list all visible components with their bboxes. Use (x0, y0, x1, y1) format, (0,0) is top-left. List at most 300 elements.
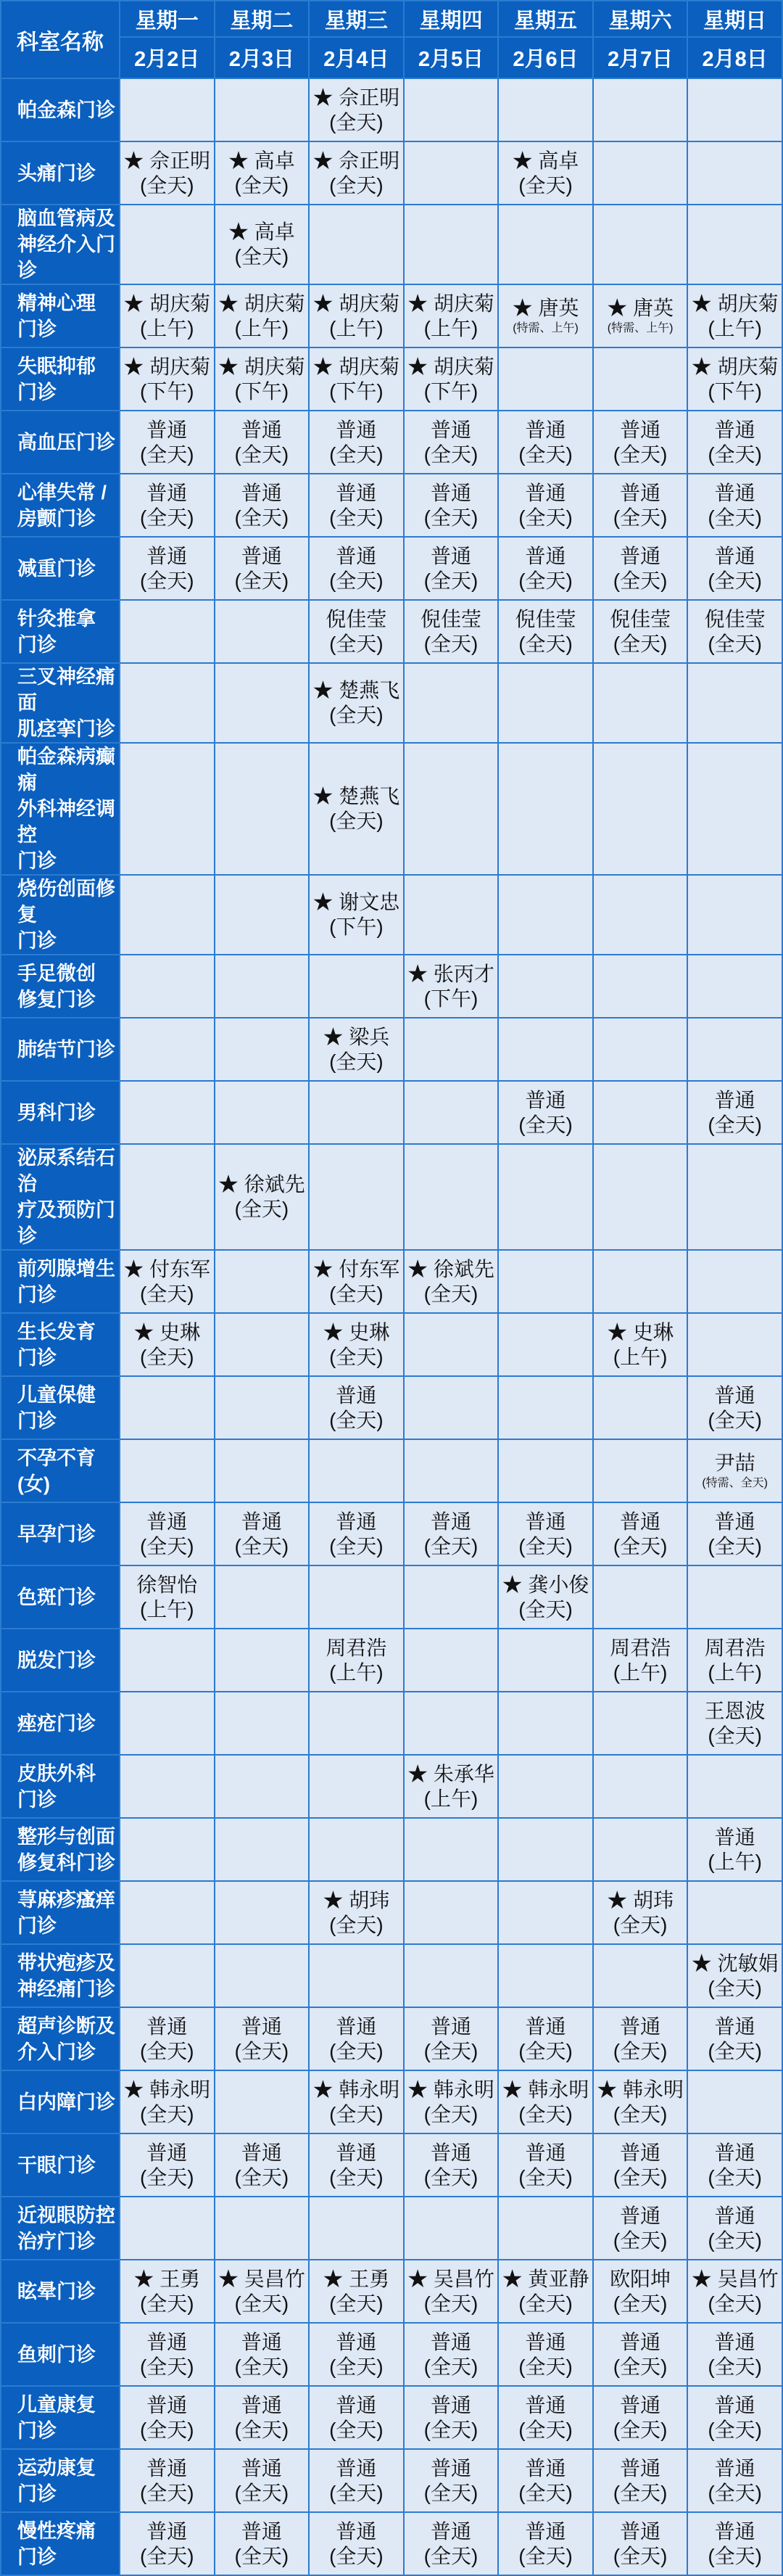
schedule-row (1, 1018, 782, 1081)
schedule-cell (404, 1018, 499, 1081)
schedule-cell (215, 1250, 310, 1313)
schedule-cell: ★ 付东军 (全天) (309, 1250, 404, 1313)
weekday-header: 星期一 (120, 1, 215, 37)
schedule-cell: ★ 沈敏娟 (全天) (687, 1944, 782, 2007)
schedule-cell (593, 663, 688, 743)
department-name: 帕金森门诊 (1, 78, 120, 141)
schedule-row (1, 875, 782, 955)
schedule-cell: 普通 (全天) (687, 537, 782, 600)
schedule-row (1, 2512, 782, 2575)
department-name: 失眠抑郁 门诊 (1, 347, 120, 411)
schedule-cell: ★ 史琳 (全天) (309, 1313, 404, 1376)
schedule-cell: 普通 (全天) (687, 474, 782, 537)
schedule-cell: 徐智怡 (上午) (120, 1565, 215, 1629)
schedule-body (1, 78, 782, 2575)
schedule-cell: 普通 (全天) (404, 2512, 499, 2575)
schedule-cell (404, 1818, 499, 1881)
schedule-cell: 普通 (全天) (593, 537, 688, 600)
schedule-cell (215, 1313, 310, 1376)
schedule-cell: 普通 (全天) (593, 474, 688, 537)
session-note: (特需、上午) (513, 321, 579, 334)
doctor-name: 尹喆 (714, 1451, 755, 1474)
department-name: 色斑门诊 (1, 1565, 120, 1629)
department-name: 早孕门诊 (1, 1502, 120, 1565)
schedule-cell (404, 2197, 499, 2260)
schedule-cell: 王恩波 (全天) (687, 1692, 782, 1755)
schedule-cell (498, 1755, 593, 1818)
schedule-cell: 普通 (全天) (215, 537, 310, 600)
schedule-cell: 周君浩 (上午) (309, 1629, 404, 1692)
schedule-cell: 普通 (全天) (120, 537, 215, 600)
schedule-cell (593, 743, 688, 875)
schedule-cell (215, 1944, 310, 2007)
schedule-cell (309, 1565, 404, 1629)
department-name: 超声诊断及 介入门诊 (1, 2007, 120, 2070)
department-name: 肺结节门诊 (1, 1018, 120, 1081)
weekday-header: 星期二 (215, 1, 310, 37)
schedule-cell (120, 1818, 215, 1881)
schedule-cell: 普通 (全天) (120, 2007, 215, 2070)
schedule-cell (593, 1439, 688, 1502)
schedule-cell: ★ 史琳 (上午) (593, 1313, 688, 1376)
schedule-cell: 普通 (全天) (215, 1502, 310, 1565)
schedule-cell: ★ 王勇 (全天) (120, 2260, 215, 2323)
schedule-cell (120, 1081, 215, 1144)
schedule-cell: 普通 (全天) (215, 2007, 310, 2070)
schedule-cell (215, 663, 310, 743)
schedule-cell (215, 78, 310, 141)
schedule-cell (215, 875, 310, 955)
department-name: 头痛门诊 (1, 141, 120, 205)
schedule-cell: 周君浩 (上午) (687, 1629, 782, 1692)
schedule-cell (593, 1818, 688, 1881)
schedule-cell (309, 955, 404, 1018)
schedule-cell (309, 1692, 404, 1755)
schedule-row (1, 2070, 782, 2133)
schedule-cell (120, 2197, 215, 2260)
schedule-cell: 倪佳莹 (全天) (593, 600, 688, 663)
schedule-cell (498, 78, 593, 141)
schedule-cell (593, 875, 688, 955)
schedule-cell (687, 2070, 782, 2133)
schedule-cell: 普通 (全天) (593, 411, 688, 474)
schedule-cell (215, 1565, 310, 1629)
department-name: 儿童康复 门诊 (1, 2386, 120, 2449)
department-name: 精神心理 门诊 (1, 284, 120, 347)
schedule-cell: 普通 (全天) (498, 2007, 593, 2070)
department-name: 减重门诊 (1, 537, 120, 600)
schedule-cell: 普通 (全天) (215, 474, 310, 537)
schedule-cell (687, 205, 782, 284)
schedule-row (1, 284, 782, 347)
schedule-cell (120, 1144, 215, 1250)
schedule-cell: 倪佳莹 (全天) (498, 600, 593, 663)
schedule-cell: ★ 胡庆菊 (上午) (309, 284, 404, 347)
schedule-cell (215, 2070, 310, 2133)
schedule-cell (687, 1881, 782, 1944)
schedule-cell (215, 1692, 310, 1755)
department-name-header: 科室名称 (1, 1, 120, 78)
schedule-cell: 普通 (全天) (309, 474, 404, 537)
schedule-cell: 普通 (全天) (498, 2386, 593, 2449)
department-name: 三叉神经痛面 肌痉挛门诊 (1, 663, 120, 743)
schedule-row (1, 1881, 782, 1944)
schedule-cell: 倪佳莹 (全天) (309, 600, 404, 663)
department-name: 干眼门诊 (1, 2133, 120, 2197)
schedule-cell: 普通 (全天) (593, 2007, 688, 2070)
schedule-cell (309, 1755, 404, 1818)
schedule-cell: 普通 (全天) (309, 2133, 404, 2197)
schedule-cell (687, 1565, 782, 1629)
schedule-cell (593, 284, 688, 347)
schedule-cell (687, 1755, 782, 1818)
schedule-cell (404, 1944, 499, 2007)
schedule-cell: ★ 梁兵 (全天) (309, 1018, 404, 1081)
schedule-cell: ★ 胡庆菊 (上午) (404, 284, 499, 347)
schedule-row (1, 2133, 782, 2197)
schedule-cell (687, 1018, 782, 1081)
schedule-cell: 普通 (全天) (215, 2386, 310, 2449)
schedule-cell (498, 1881, 593, 1944)
schedule-cell: ★ 韩永明 (全天) (404, 2070, 499, 2133)
schedule-cell: ★ 王勇 (全天) (309, 2260, 404, 2323)
schedule-cell (215, 743, 310, 875)
schedule-cell: 普通 (全天) (593, 2197, 688, 2260)
department-name: 生长发育 门诊 (1, 1313, 120, 1376)
department-name: 痤疮门诊 (1, 1692, 120, 1755)
schedule-cell: ★ 佘正明 (全天) (309, 78, 404, 141)
schedule-cell (120, 1692, 215, 1755)
schedule-cell: ★ 高卓 (全天) (498, 141, 593, 205)
schedule-cell: 普通 (全天) (498, 2133, 593, 2197)
schedule-cell: 普通 (全天) (309, 2449, 404, 2512)
schedule-cell (498, 1376, 593, 1439)
date-header: 2月2日 (120, 37, 215, 78)
schedule-cell (498, 1439, 593, 1502)
schedule-cell: 周君浩 (上午) (593, 1629, 688, 1692)
department-name: 手足微创 修复门诊 (1, 955, 120, 1018)
schedule-cell (498, 875, 593, 955)
schedule-cell (593, 205, 688, 284)
schedule-cell (120, 875, 215, 955)
schedule-cell (120, 955, 215, 1018)
schedule-cell: 普通 (全天) (404, 2133, 499, 2197)
schedule-cell (593, 1944, 688, 2007)
schedule-cell (309, 205, 404, 284)
schedule-cell: 普通 (全天) (404, 411, 499, 474)
schedule-cell (687, 875, 782, 955)
schedule-cell: ★ 胡庆菊 (下午) (687, 347, 782, 411)
date-header: 2月5日 (404, 37, 499, 78)
department-name: 荨麻疹瘙痒 门诊 (1, 1881, 120, 1944)
weekday-header: 星期六 (593, 1, 688, 37)
schedule-cell (593, 141, 688, 205)
schedule-cell: ★ 韩永明 (全天) (309, 2070, 404, 2133)
department-name: 皮肤外科 门诊 (1, 1755, 120, 1818)
schedule-cell (215, 600, 310, 663)
schedule-cell (498, 1018, 593, 1081)
schedule-cell (309, 1944, 404, 2007)
doctor-name: ★ 唐英 (512, 296, 579, 319)
schedule-row (1, 2260, 782, 2323)
schedule-cell (215, 1018, 310, 1081)
schedule-cell: 普通 (全天) (404, 2386, 499, 2449)
schedule-cell (120, 205, 215, 284)
schedule-cell (498, 1818, 593, 1881)
schedule-cell (498, 1313, 593, 1376)
schedule-cell: ★ 佘正明 (全天) (309, 141, 404, 205)
schedule-cell: 普通 (全天) (404, 1502, 499, 1565)
schedule-cell: 倪佳莹 (全天) (404, 600, 499, 663)
schedule-cell (687, 1313, 782, 1376)
schedule-cell: ★ 史琳 (全天) (120, 1313, 215, 1376)
schedule-cell: 普通 (全天) (687, 2512, 782, 2575)
schedule-cell (593, 955, 688, 1018)
department-name: 眩晕门诊 (1, 2260, 120, 2323)
schedule-cell: 普通 (全天) (593, 1502, 688, 1565)
schedule-cell: 普通 (全天) (593, 2449, 688, 2512)
schedule-cell: 普通 (全天) (215, 2449, 310, 2512)
schedule-cell (120, 1018, 215, 1081)
schedule-cell: ★ 高卓 (全天) (215, 205, 310, 284)
schedule-row (1, 78, 782, 141)
schedule-cell: ★ 胡庆菊 (上午) (120, 284, 215, 347)
schedule-cell (404, 1144, 499, 1250)
schedule-row (1, 1944, 782, 2007)
department-name: 泌尿系结石治 疗及预防门诊 (1, 1144, 120, 1250)
session-note: (特需、上午) (607, 321, 674, 334)
session-note: (特需、全天) (702, 1476, 768, 1489)
schedule-cell: 普通 (全天) (120, 2323, 215, 2386)
schedule-cell: 欧阳坤 (全天) (593, 2260, 688, 2323)
schedule-cell: 倪佳莹 (全天) (687, 600, 782, 663)
schedule-cell: 普通 (全天) (404, 2007, 499, 2070)
schedule-cell (404, 205, 499, 284)
schedule-cell (498, 284, 593, 347)
schedule-cell (687, 1439, 782, 1502)
schedule-cell: 普通 (全天) (215, 2133, 310, 2197)
schedule-cell (593, 1565, 688, 1629)
schedule-cell (498, 2197, 593, 2260)
department-name: 白内障门诊 (1, 2070, 120, 2133)
schedule-row (1, 743, 782, 875)
schedule-row (1, 1081, 782, 1144)
schedule-cell (120, 600, 215, 663)
schedule-cell (215, 1755, 310, 1818)
schedule-cell (593, 1144, 688, 1250)
schedule-row (1, 141, 782, 205)
schedule-cell (309, 1144, 404, 1250)
department-name: 不孕不育 (女) (1, 1439, 120, 1502)
schedule-cell (404, 141, 499, 205)
department-name: 运动康复 门诊 (1, 2449, 120, 2512)
schedule-cell (593, 347, 688, 411)
schedule-cell: 普通 (全天) (120, 2386, 215, 2449)
schedule-cell (404, 1565, 499, 1629)
schedule-cell: ★ 吴昌竹 (全天) (215, 2260, 310, 2323)
schedule-cell: ★ 徐斌先 (全天) (404, 1250, 499, 1313)
schedule-cell: 普通 (全天) (120, 2449, 215, 2512)
schedule-cell: 普通 (全天) (498, 1081, 593, 1144)
schedule-cell: 普通 (全天) (498, 2512, 593, 2575)
schedule-cell (404, 1313, 499, 1376)
department-name: 慢性疼痛 门诊 (1, 2512, 120, 2575)
schedule-cell: 普通 (全天) (687, 1376, 782, 1439)
schedule-cell (498, 1692, 593, 1755)
schedule-cell: 普通 (全天) (687, 2386, 782, 2449)
schedule-cell: ★ 楚燕飞 (全天) (309, 743, 404, 875)
date-header: 2月6日 (498, 37, 593, 78)
schedule-cell: 普通 (全天) (309, 411, 404, 474)
schedule-cell: ★ 胡玮 (全天) (593, 1881, 688, 1944)
schedule-row (1, 600, 782, 663)
department-name: 烧伤创面修复 门诊 (1, 875, 120, 955)
department-name: 针灸推拿 门诊 (1, 600, 120, 663)
schedule-cell (215, 2197, 310, 2260)
schedule-cell: ★ 胡庆菊 (上午) (215, 284, 310, 347)
weekday-header: 星期日 (687, 1, 782, 37)
schedule-cell (120, 663, 215, 743)
schedule-cell: 普通 (上午) (687, 1818, 782, 1881)
schedule-cell (309, 2197, 404, 2260)
department-name: 脑血管病及 神经介入门诊 (1, 205, 120, 284)
schedule-cell (687, 663, 782, 743)
department-name: 儿童保健 门诊 (1, 1376, 120, 1439)
schedule-cell: 普通 (全天) (120, 411, 215, 474)
schedule-cell: ★ 胡庆菊 (下午) (404, 347, 499, 411)
schedule-cell (593, 1250, 688, 1313)
schedule-cell: ★ 朱承华 (上午) (404, 1755, 499, 1818)
schedule-cell (498, 663, 593, 743)
schedule-cell: 普通 (全天) (309, 1502, 404, 1565)
schedule-cell (498, 743, 593, 875)
schedule-row (1, 2386, 782, 2449)
schedule-row (1, 1313, 782, 1376)
schedule-cell: ★ 胡庆菊 (下午) (309, 347, 404, 411)
schedule-cell (404, 1692, 499, 1755)
schedule-cell (215, 1439, 310, 1502)
schedule-cell: ★ 胡庆菊 (上午) (687, 284, 782, 347)
weekday-header: 星期三 (309, 1, 404, 37)
schedule-row (1, 347, 782, 411)
doctor-name: ★ 唐英 (607, 296, 674, 319)
schedule-row (1, 1692, 782, 1755)
schedule-cell (404, 1376, 499, 1439)
schedule-cell: 普通 (全天) (687, 2007, 782, 2070)
schedule-cell: ★ 高卓 (全天) (215, 141, 310, 205)
weekday-header: 星期四 (404, 1, 499, 37)
schedule-cell (120, 1629, 215, 1692)
schedule-cell (309, 1081, 404, 1144)
schedule-row (1, 2449, 782, 2512)
schedule-row (1, 2197, 782, 2260)
schedule-cell (687, 78, 782, 141)
schedule-cell (593, 1692, 688, 1755)
date-header: 2月7日 (593, 37, 688, 78)
schedule-cell: ★ 谢文忠 (下午) (309, 875, 404, 955)
schedule-cell (120, 1376, 215, 1439)
schedule-cell: ★ 韩永明 (全天) (498, 2070, 593, 2133)
schedule-cell: 普通 (全天) (120, 474, 215, 537)
schedule-cell: 普通 (全天) (498, 537, 593, 600)
schedule-cell (498, 1144, 593, 1250)
schedule-cell (215, 1376, 310, 1439)
schedule-cell (593, 1018, 688, 1081)
department-name: 鱼刺门诊 (1, 2323, 120, 2386)
schedule-cell (687, 955, 782, 1018)
schedule-row (1, 1144, 782, 1250)
schedule-cell: ★ 韩永明 (全天) (120, 2070, 215, 2133)
schedule-row (1, 663, 782, 743)
schedule-cell (120, 743, 215, 875)
department-name: 脱发门诊 (1, 1629, 120, 1692)
schedule-cell (215, 1081, 310, 1144)
schedule-cell: ★ 韩永明 (全天) (593, 2070, 688, 2133)
schedule-row (1, 1439, 782, 1502)
schedule-cell (498, 1629, 593, 1692)
schedule-cell: ★ 张丙才 (下午) (404, 955, 499, 1018)
schedule-cell: 普通 (全天) (120, 2133, 215, 2197)
schedule-cell (120, 1755, 215, 1818)
schedule-cell (687, 141, 782, 205)
schedule-cell (215, 1629, 310, 1692)
date-header: 2月3日 (215, 37, 310, 78)
schedule-cell: 普通 (全天) (309, 2323, 404, 2386)
schedule-cell (498, 205, 593, 284)
schedule-row (1, 1502, 782, 1565)
schedule-row (1, 2323, 782, 2386)
department-name: 近视眼防控 治疗门诊 (1, 2197, 120, 2260)
schedule-cell: 普通 (全天) (687, 2323, 782, 2386)
schedule-cell: ★ 胡庆菊 (下午) (215, 347, 310, 411)
department-name: 高血压门诊 (1, 411, 120, 474)
schedule-cell: 普通 (全天) (215, 2512, 310, 2575)
schedule-cell: 普通 (全天) (215, 2323, 310, 2386)
schedule-cell (120, 1881, 215, 1944)
schedule-cell: 普通 (全天) (687, 1502, 782, 1565)
schedule-cell: ★ 徐斌先 (全天) (215, 1144, 310, 1250)
schedule-cell (309, 1439, 404, 1502)
schedule-cell: 普通 (全天) (593, 2133, 688, 2197)
schedule-cell: 普通 (全天) (404, 2449, 499, 2512)
schedule-cell (120, 1944, 215, 2007)
schedule-cell (687, 1250, 782, 1313)
schedule-cell: ★ 楚燕飞 (全天) (309, 663, 404, 743)
schedule-cell (404, 663, 499, 743)
schedule-row (1, 1818, 782, 1881)
schedule-row (1, 955, 782, 1018)
department-name: 心律失常 / 房颤门诊 (1, 474, 120, 537)
schedule-cell (687, 743, 782, 875)
schedule-cell: ★ 佘正明 (全天) (120, 141, 215, 205)
schedule-cell: ★ 胡玮 (全天) (309, 1881, 404, 1944)
schedule-cell (593, 78, 688, 141)
schedule-cell: 普通 (全天) (404, 474, 499, 537)
schedule-cell (687, 1144, 782, 1250)
schedule-row (1, 411, 782, 474)
schedule-cell: 普通 (全天) (120, 2512, 215, 2575)
weekday-header: 星期五 (498, 1, 593, 37)
schedule-cell: ★ 付东军 (全天) (120, 1250, 215, 1313)
schedule-cell (404, 1439, 499, 1502)
schedule-cell (498, 1944, 593, 2007)
schedule-cell: 普通 (全天) (687, 2197, 782, 2260)
schedule-cell: 普通 (全天) (498, 2449, 593, 2512)
schedule-cell: 普通 (全天) (593, 2386, 688, 2449)
schedule-cell (404, 875, 499, 955)
schedule-cell (593, 1755, 688, 1818)
schedule-cell: 普通 (全天) (687, 2133, 782, 2197)
